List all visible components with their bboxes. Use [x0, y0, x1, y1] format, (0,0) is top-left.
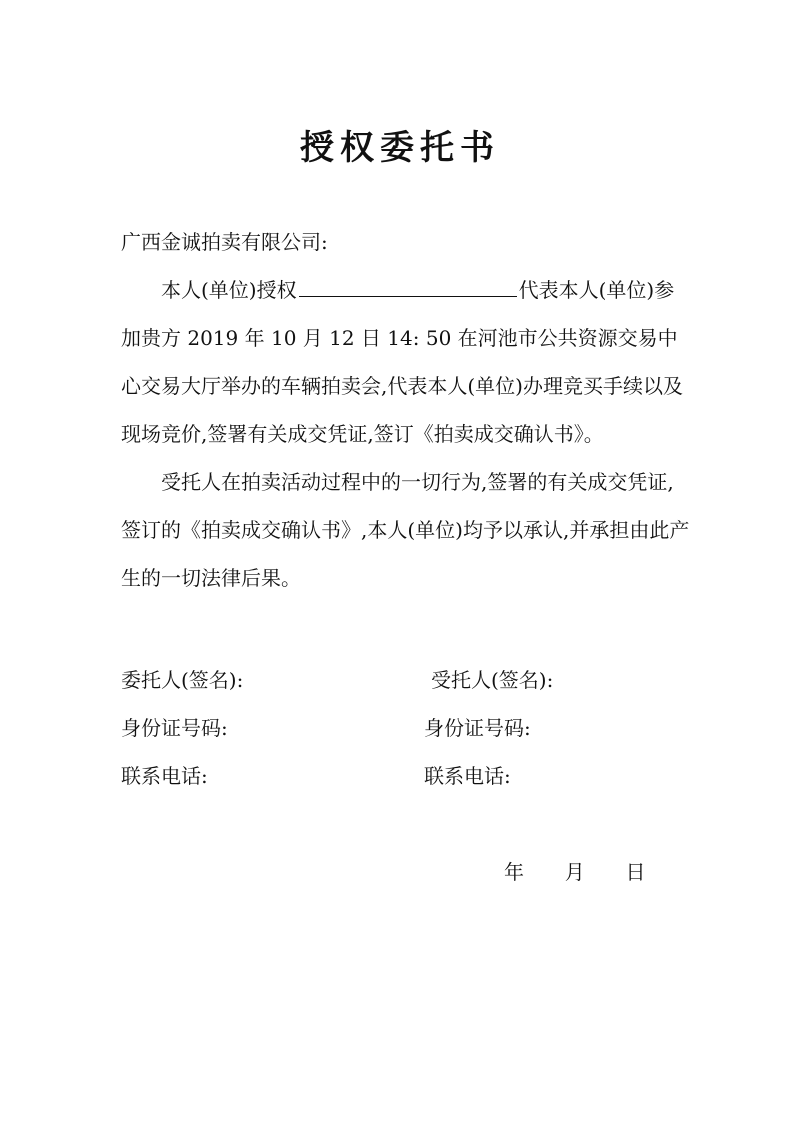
principal-id-label: 身份证号码:	[121, 716, 228, 740]
document-title: 授权委托书	[300, 128, 500, 168]
liability-paragraph: 受托人在拍卖活动过程中的一切行为,签署的有关成交凭证,签订的《拍卖成交确认书》,本人(单位)均予以承认,并承担由此产生的一切法律后果。	[121, 470, 690, 590]
agent-id-label: 身份证号码:	[424, 716, 531, 740]
principal-sign-label: 委托人(签名):	[121, 668, 244, 692]
date-day: 日	[625, 860, 646, 884]
agent-sign-label: 受托人(签名):	[431, 668, 554, 692]
salutation: 广西金诚拍卖有限公司:	[121, 230, 328, 254]
authorization-prefix: 本人(单位)授权	[161, 278, 297, 302]
agent-name-blank	[299, 276, 517, 297]
principal-phone-label: 联系电话:	[121, 764, 208, 788]
authorization-suffix: 代表本人(单位)参加贵方 2019 年 10 月 12 日 14: 50 在河池市公共资源交易中心交易大厅举办的车辆拍卖会,代表本人(单位)办理竞买手续以及现场竞价,签署有关成交凭证,签订《拍卖成交确认书》。	[121, 278, 683, 446]
authorization-paragraph	[121, 266, 691, 458]
date-month: 月	[564, 860, 585, 884]
agent-phone-label: 联系电话:	[424, 764, 511, 788]
date-year: 年	[504, 860, 524, 884]
date-line	[504, 858, 645, 886]
